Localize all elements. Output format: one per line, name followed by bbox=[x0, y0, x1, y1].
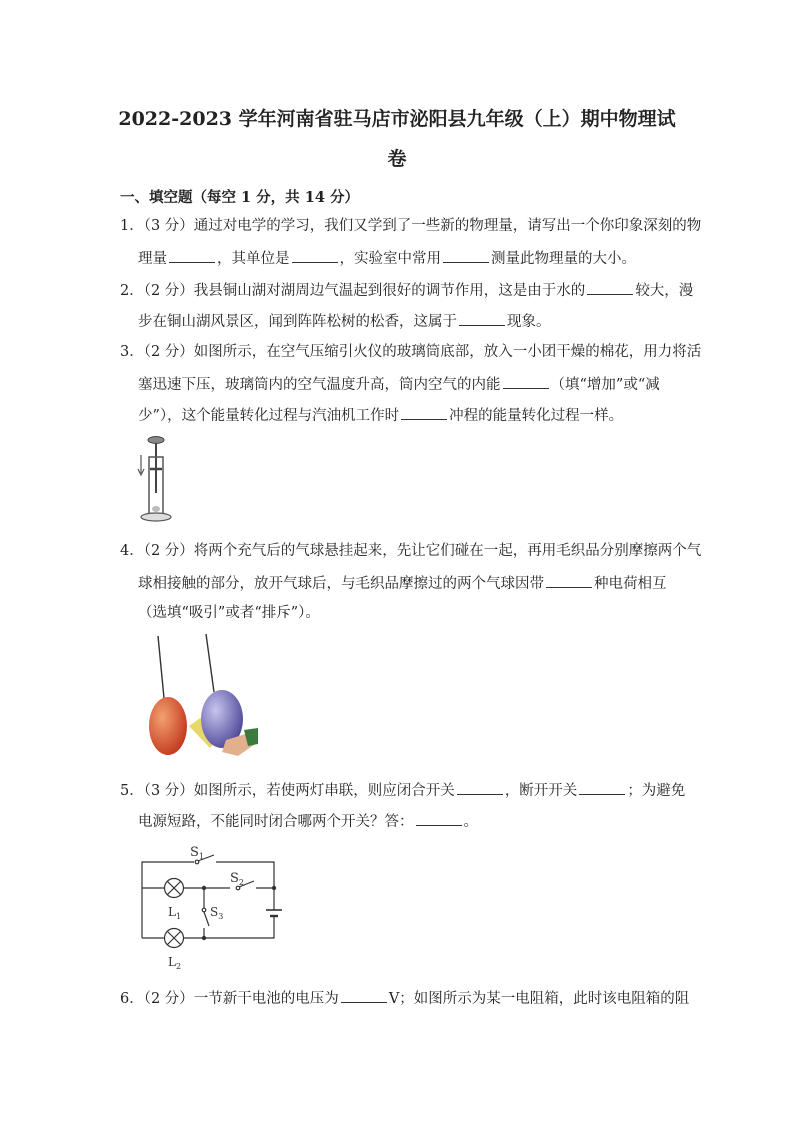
answer-blank[interactable] bbox=[579, 782, 625, 795]
q4-line-2: 球相接触的部分，放开气球后，与毛织品摩擦过的两个气球因带 种电荷相互 bbox=[138, 576, 667, 592]
l1-label: $L_1$ bbox=[168, 905, 182, 921]
section-heading: 一、填空题（每空 1 分，共 14 分） bbox=[120, 189, 359, 206]
answer-blank[interactable] bbox=[416, 813, 462, 826]
s3-label: $S_3$ bbox=[210, 905, 224, 921]
q3-line-1: 3．（2 分）如图所示，在空气压缩引火仪的玻璃筒底部，放入一小团干燥的棉花，用力将活 bbox=[120, 344, 702, 360]
q5-line-2: 电源短路，不能同时闭合哪两个开关？答： 。 bbox=[138, 814, 478, 830]
q4-line-3: （选填“吸引”或者“排斥”）。 bbox=[138, 605, 320, 621]
s1-label: $S_1$ bbox=[190, 845, 204, 861]
answer-blank[interactable] bbox=[503, 376, 549, 389]
answer-blank[interactable] bbox=[443, 250, 489, 263]
answer-blank[interactable] bbox=[459, 313, 505, 326]
balloons-figure bbox=[134, 634, 260, 762]
answer-blank[interactable] bbox=[457, 782, 503, 795]
compression-igniter-figure bbox=[136, 435, 172, 525]
answer-blank[interactable] bbox=[587, 282, 633, 295]
q4-line-1: 4．（2 分）将两个充气后的气球悬挂起来，先让它们碰在一起，再用毛织品分别摩擦两个气 bbox=[120, 543, 702, 559]
answer-blank[interactable] bbox=[401, 407, 447, 420]
q2-line-1: 2．（2 分）我县铜山湖对湖周边气温起到很好的调节作用，这是由于水的 较大，漫 bbox=[120, 283, 694, 299]
q3-line-3: 少”），这个能量转化过程与汽油机工作时 冲程的能量转化过程一样。 bbox=[138, 408, 624, 424]
exam-title-line-2: 卷 bbox=[387, 148, 407, 170]
s2-label: $S_2$ bbox=[230, 871, 244, 887]
exam-title-line-1: 2022-2023 学年河南省驻马店市泌阳县九年级（上）期中物理试 bbox=[118, 108, 676, 130]
q3-line-2: 塞迅速下压，玻璃筒内的空气温度升高，筒内空气的内能 （填“增加”或“减 bbox=[138, 377, 660, 393]
answer-blank[interactable] bbox=[292, 250, 338, 263]
answer-blank[interactable] bbox=[341, 990, 387, 1003]
q6-line-1: 6．（2 分）一节新干电池的电压为 V；如图所示为某一电阻箱，此时该电阻箱的阻 bbox=[120, 991, 690, 1007]
q1-line-2: 理量 ，其单位是 ，实验室中常用 测量此物理量的大小。 bbox=[138, 251, 636, 267]
circuit-diagram bbox=[134, 842, 284, 972]
q2-line-2: 步在铜山湖风景区，闻到阵阵松树的松香，这属于 现象。 bbox=[138, 314, 551, 330]
answer-blank[interactable] bbox=[546, 575, 592, 588]
q5-line-1: 5．（3 分）如图所示，若使两灯串联，则应闭合开关 ，断开开关 ；为避免 bbox=[120, 783, 686, 799]
l2-label: $L_2$ bbox=[168, 955, 182, 971]
q1-line-1: 1．（3 分）通过对电学的学习，我们又学到了一些新的物理量，请写出一个你印象深刻的物 bbox=[120, 218, 702, 234]
answer-blank[interactable] bbox=[169, 250, 215, 263]
